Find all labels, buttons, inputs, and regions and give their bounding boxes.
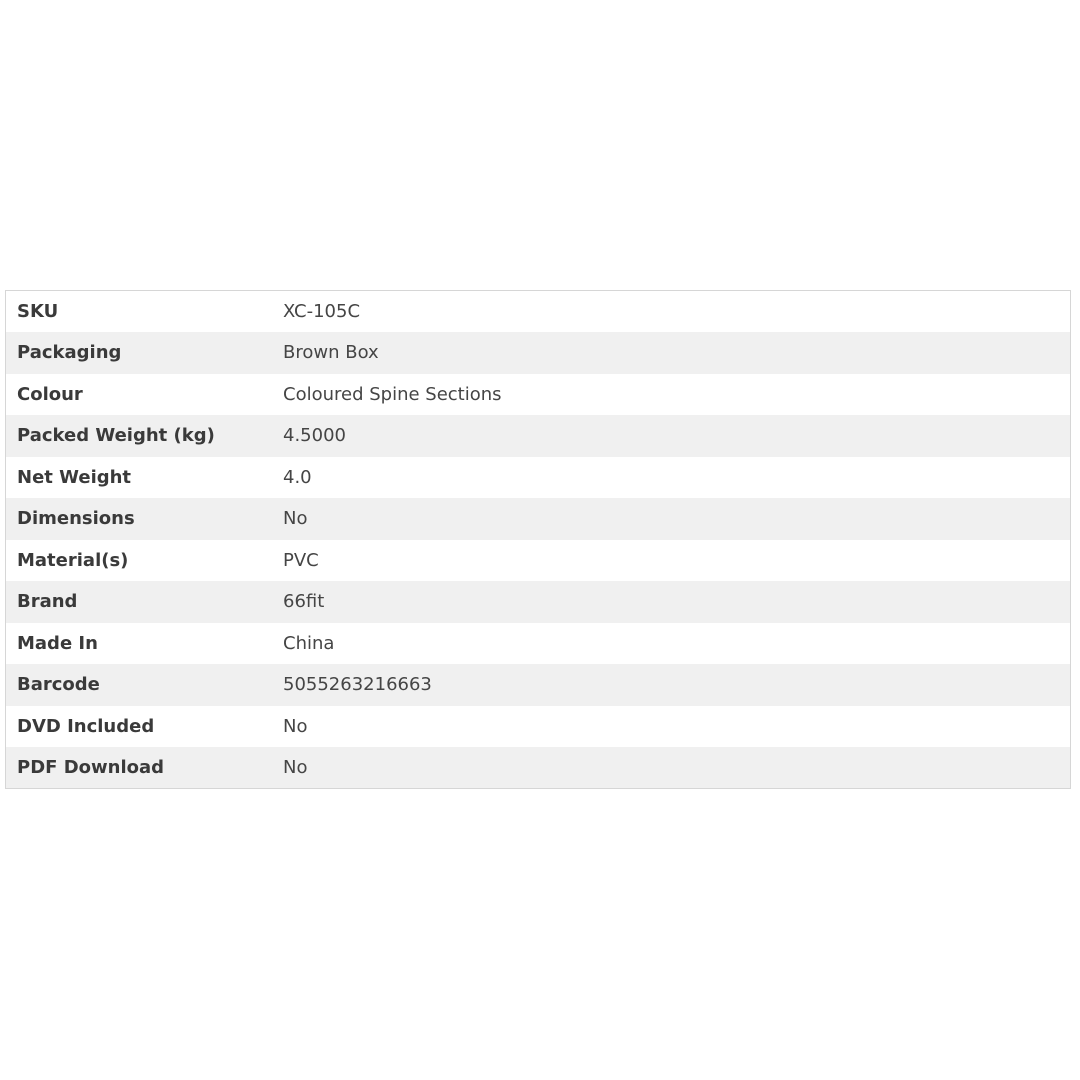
spec-label: Made In [17, 632, 98, 654]
spec-value: XC-105C [283, 301, 361, 322]
spec-row-materials [6, 540, 1071, 582]
spec-row-packaging [6, 332, 1071, 374]
spec-label: Brand [17, 591, 78, 613]
spec-value: No [283, 757, 308, 778]
spec-label: Colour [17, 383, 83, 405]
spec-label: Barcode [17, 674, 100, 696]
spec-value: 5055263216663 [283, 674, 432, 696]
spec-value: China [283, 632, 335, 654]
spec-label: SKU [17, 301, 59, 322]
spec-value: 4.0 [283, 466, 312, 488]
specs-table-body [6, 291, 1071, 789]
spec-label: Packed Weight (kg) [17, 425, 215, 447]
spec-label: Packaging [17, 342, 122, 364]
spec-row-made-in [6, 623, 1071, 665]
spec-row-packed-weight [6, 415, 1071, 457]
spec-value: 66fit [283, 591, 325, 613]
spec-label: DVD Included [17, 715, 155, 737]
spec-label: PDF Download [17, 757, 165, 778]
spec-label: Material(s) [17, 549, 129, 571]
spec-row-dimensions [6, 498, 1071, 540]
spec-row-barcode [6, 664, 1071, 706]
spec-row-pdf-download [6, 747, 1071, 789]
spec-value: 4.5000 [283, 425, 346, 447]
spec-label: Net Weight [17, 466, 132, 488]
spec-value: Coloured Spine Sections [283, 383, 502, 405]
spec-value: Brown Box [283, 342, 379, 364]
spec-row-net-weight [6, 457, 1071, 499]
product-specs-table [5, 290, 1071, 789]
spec-value: PVC [283, 549, 319, 571]
spec-row-colour [6, 374, 1071, 416]
spec-row-brand [6, 581, 1071, 623]
spec-row-sku [6, 291, 1071, 333]
spec-row-dvd-included [6, 706, 1071, 748]
spec-value: No [283, 508, 308, 530]
spec-label: Dimensions [17, 508, 135, 530]
spec-value: No [283, 715, 308, 737]
